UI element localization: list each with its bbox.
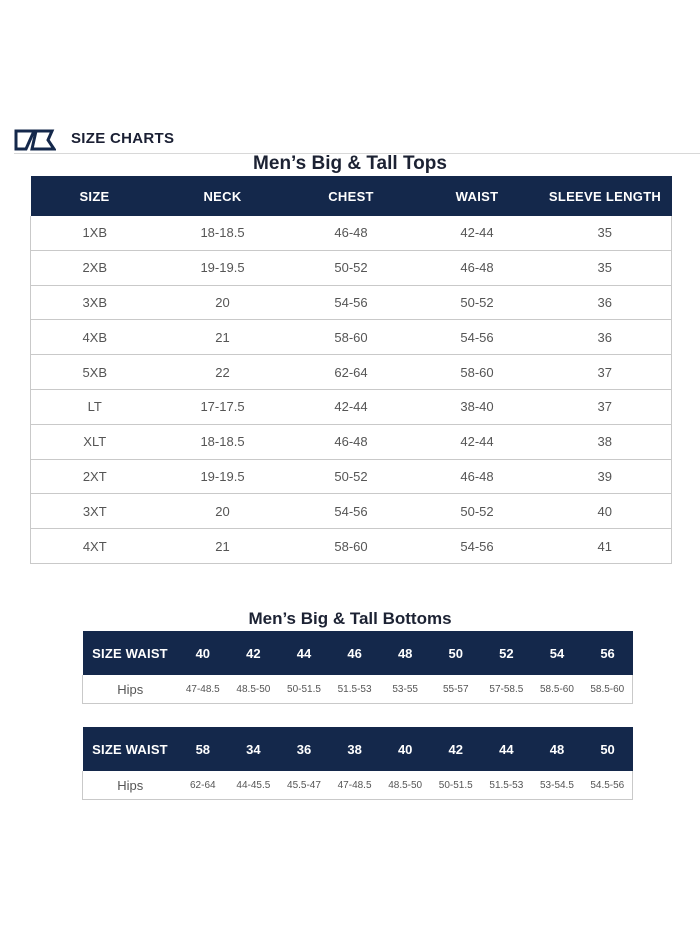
- table-cell: 18-18.5: [159, 216, 287, 250]
- hips-label: Hips: [83, 675, 178, 704]
- table-cell: 35: [539, 250, 672, 285]
- waist-size-header: 48: [380, 631, 431, 675]
- waist-size-header: 46: [329, 631, 380, 675]
- hips-value: 44-45.5: [228, 771, 279, 800]
- table-row: [31, 355, 672, 390]
- waist-size-header: 50: [430, 631, 481, 675]
- table-cell: 54-56: [416, 320, 539, 355]
- table-cell: 20: [159, 494, 287, 529]
- table-cell: 50-52: [287, 459, 416, 494]
- hips-value: 47-48.5: [329, 771, 380, 800]
- waist-size-header: 40: [380, 727, 431, 771]
- table-cell: 38: [539, 424, 672, 459]
- hips-value: 58.5-60: [582, 675, 633, 704]
- table-cell: 46-48: [287, 424, 416, 459]
- table-cell: 42-44: [416, 216, 539, 250]
- bottoms-size-table-2: [82, 727, 633, 800]
- waist-size-header: 40: [178, 631, 229, 675]
- hips-value: 57-58.5: [481, 675, 532, 704]
- table-cell: 46-48: [287, 216, 416, 250]
- waist-size-header: 38: [329, 727, 380, 771]
- table-cell: 58-60: [287, 529, 416, 564]
- table-cell: 58-60: [287, 320, 416, 355]
- table-cell: 36: [539, 320, 672, 355]
- cutter-buck-logo-icon: [14, 129, 56, 151]
- tops-header-row: [31, 176, 672, 216]
- hips-value: 53-55: [380, 675, 431, 704]
- waist-size-header: 42: [430, 727, 481, 771]
- table-cell: 2XT: [31, 459, 159, 494]
- bottoms-title: Men’s Big & Tall Bottoms: [248, 609, 452, 628]
- waist-size-header: 50: [582, 727, 633, 771]
- table-cell: XLT: [31, 424, 159, 459]
- table-cell: 39: [539, 459, 672, 494]
- table-row: [31, 494, 672, 529]
- brand-title: SIZE CHARTS: [71, 130, 175, 147]
- table-cell: LT: [31, 389, 159, 424]
- table-row: [31, 216, 672, 250]
- table-row: [31, 529, 672, 564]
- waist-size-header: 42: [228, 631, 279, 675]
- bottoms-hips-row: [83, 771, 633, 800]
- hips-value: 54.5-56: [582, 771, 633, 800]
- table-cell: 50-52: [416, 285, 539, 320]
- table-cell: 20: [159, 285, 287, 320]
- hips-value: 58.5-60: [532, 675, 583, 704]
- table-cell: 22: [159, 355, 287, 390]
- tops-column-header: WAIST: [416, 176, 539, 216]
- table-cell: 19-19.5: [159, 250, 287, 285]
- waist-size-header: 36: [279, 727, 330, 771]
- hips-value: 48.5-50: [380, 771, 431, 800]
- tops-column-header: CHEST: [287, 176, 416, 216]
- hips-label: Hips: [83, 771, 178, 800]
- table-cell: 3XT: [31, 494, 159, 529]
- hips-value: 48.5-50: [228, 675, 279, 704]
- table-cell: 42-44: [287, 389, 416, 424]
- bottoms-hips-row: [83, 675, 633, 704]
- tops-column-header: SLEEVE LENGTH: [539, 176, 672, 216]
- table-cell: 46-48: [416, 250, 539, 285]
- hips-value: 51.5-53: [329, 675, 380, 704]
- table-cell: 4XT: [31, 529, 159, 564]
- hips-value: 53-54.5: [532, 771, 583, 800]
- table-cell: 36: [539, 285, 672, 320]
- waist-size-header: 56: [582, 631, 633, 675]
- table-cell: 62-64: [287, 355, 416, 390]
- table-cell: 2XB: [31, 250, 159, 285]
- hips-value: 51.5-53: [481, 771, 532, 800]
- table-cell: 37: [539, 389, 672, 424]
- table-cell: 41: [539, 529, 672, 564]
- table-cell: 4XB: [31, 320, 159, 355]
- table-cell: 38-40: [416, 389, 539, 424]
- table-cell: 17-17.5: [159, 389, 287, 424]
- waist-size-header: 44: [481, 727, 532, 771]
- table-cell: 18-18.5: [159, 424, 287, 459]
- table-cell: 21: [159, 529, 287, 564]
- table-row: [31, 459, 672, 494]
- bottoms-header-row: [83, 727, 633, 771]
- waist-size-header: 52: [481, 631, 532, 675]
- table-cell: 42-44: [416, 424, 539, 459]
- table-cell: 54-56: [287, 285, 416, 320]
- hips-value: 62-64: [178, 771, 229, 800]
- table-row: [31, 424, 672, 459]
- brand-header: [14, 127, 700, 155]
- table-cell: 5XB: [31, 355, 159, 390]
- waist-size-header: 54: [532, 631, 583, 675]
- waist-size-header: 58: [178, 727, 229, 771]
- table-cell: 40: [539, 494, 672, 529]
- waist-size-header: 34: [228, 727, 279, 771]
- table-cell: 58-60: [416, 355, 539, 390]
- table-cell: 35: [539, 216, 672, 250]
- tops-column-header: SIZE: [31, 176, 159, 216]
- table-cell: 3XB: [31, 285, 159, 320]
- table-cell: 1XB: [31, 216, 159, 250]
- table-cell: 19-19.5: [159, 459, 287, 494]
- table-cell: 37: [539, 355, 672, 390]
- waist-size-header: 48: [532, 727, 583, 771]
- hips-value: 50-51.5: [430, 771, 481, 800]
- table-row: [31, 285, 672, 320]
- table-cell: 50-52: [416, 494, 539, 529]
- table-cell: 54-56: [287, 494, 416, 529]
- size-waist-label: SIZE WAIST: [83, 631, 178, 675]
- table-row: [31, 250, 672, 285]
- tops-column-header: NECK: [159, 176, 287, 216]
- tops-title: Men’s Big & Tall Tops: [253, 153, 447, 174]
- table-row: [31, 389, 672, 424]
- size-waist-label: SIZE WAIST: [83, 727, 178, 771]
- hips-value: 45.5-47: [279, 771, 330, 800]
- table-row: [31, 320, 672, 355]
- table-cell: 21: [159, 320, 287, 355]
- hips-value: 50-51.5: [279, 675, 330, 704]
- bottoms-header-row: [83, 631, 633, 675]
- hips-value: 47-48.5: [178, 675, 229, 704]
- bottoms-size-table-1: [82, 631, 633, 704]
- waist-size-header: 44: [279, 631, 330, 675]
- tops-size-table: [30, 176, 672, 564]
- table-cell: 54-56: [416, 529, 539, 564]
- hips-value: 55-57: [430, 675, 481, 704]
- table-cell: 46-48: [416, 459, 539, 494]
- table-cell: 50-52: [287, 250, 416, 285]
